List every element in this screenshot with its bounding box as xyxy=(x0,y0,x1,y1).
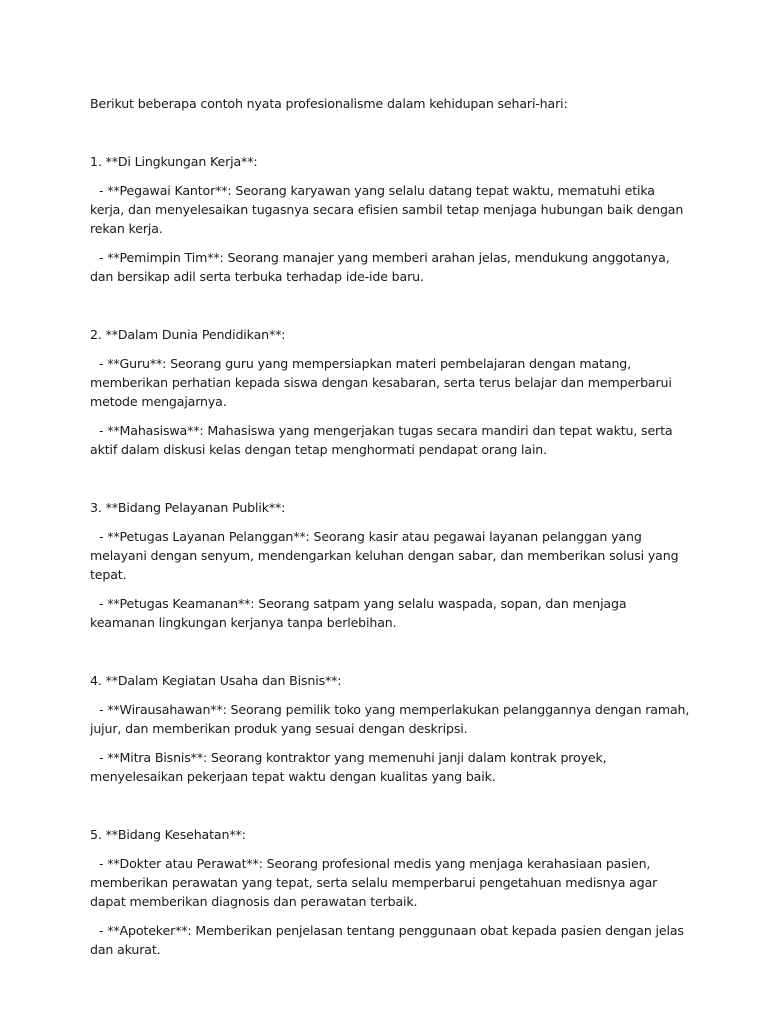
section-usaha-bisnis xyxy=(90,671,690,786)
section-heading: 3. **Bidang Pelayanan Publik**: xyxy=(90,500,286,515)
section-kesehatan xyxy=(90,825,690,959)
section-heading: 4. **Dalam Kegiatan Usaha dan Bisnis**: xyxy=(90,673,342,688)
section-pelayanan-publik xyxy=(90,498,690,632)
section-heading: 5. **Bidang Kesehatan**: xyxy=(90,827,246,842)
list-item: - **Petugas Layanan Pelanggan**: Seorang kasir atau pegawai layanan pelanggan yang melayani dengan senyum, mendengarkan keluhan dengan sabar, dan memberikan solusi yang tepat. xyxy=(90,529,679,582)
section-heading: 2. **Dalam Dunia Pendidikan**: xyxy=(90,327,286,342)
list-item: - **Mahasiswa**: Mahasiswa yang mengerjakan tugas secara mandiri dan tepat waktu, serta aktif dalam diskusi kelas dengan tetap menghormati pendapat orang lain. xyxy=(90,423,673,457)
list-item: - **Pemimpin Tim**: Seorang manajer yang memberi arahan jelas, mendukung anggotanya, dan bersikap adil serta terbuka terhadap ide-ide baru. xyxy=(90,250,670,284)
section-heading: 1. **Di Lingkungan Kerja**: xyxy=(90,154,258,169)
intro-paragraph: Berikut beberapa contoh nyata profesionalisme dalam kehidupan sehari-hari: xyxy=(90,96,568,111)
list-item: - **Wirausahawan**: Seorang pemilik toko yang memperlakukan pelanggannya dengan ramah, jujur, dan memberikan produk yang sesuai dengan deskripsi. xyxy=(90,702,690,736)
list-item: - **Apoteker**: Memberikan penjelasan tentang penggunaan obat kepada pasien dengan jelas dan akurat. xyxy=(90,923,684,957)
list-item: - **Mitra Bisnis**: Seorang kontraktor yang memenuhi janji dalam kontrak proyek, menyelesaikan pekerjaan tepat waktu dengan kualitas yang baik. xyxy=(90,750,607,784)
document-body xyxy=(90,94,690,959)
list-item: - **Dokter atau Perawat**: Seorang profesional medis yang menjaga kerahasiaan pasien, memberikan perawatan yang tepat, serta selalu memperbarui pengetahuan medisnya agar dapat memberikan diagnosis dan perawatan terbaik. xyxy=(90,856,658,909)
section-lingkungan-kerja xyxy=(90,152,690,286)
list-item: - **Pegawai Kantor**: Seorang karyawan yang selalu datang tepat waktu, mematuhi etika kerja, dan menyelesaikan tugasnya secara efisien sambil tetap menjaga hubungan baik dengan rekan kerja. xyxy=(90,183,684,236)
list-item: - **Guru**: Seorang guru yang mempersiapkan materi pembelajaran dengan matang, memberikan perhatian kepada siswa dengan kesabaran, serta terus belajar dan memperbarui metode mengajarnya. xyxy=(90,356,672,409)
section-dunia-pendidikan xyxy=(90,325,690,459)
list-item: - **Petugas Keamanan**: Seorang satpam yang selalu waspada, sopan, dan menjaga keamanan lingkungan kerjanya tanpa berlebihan. xyxy=(90,596,627,630)
